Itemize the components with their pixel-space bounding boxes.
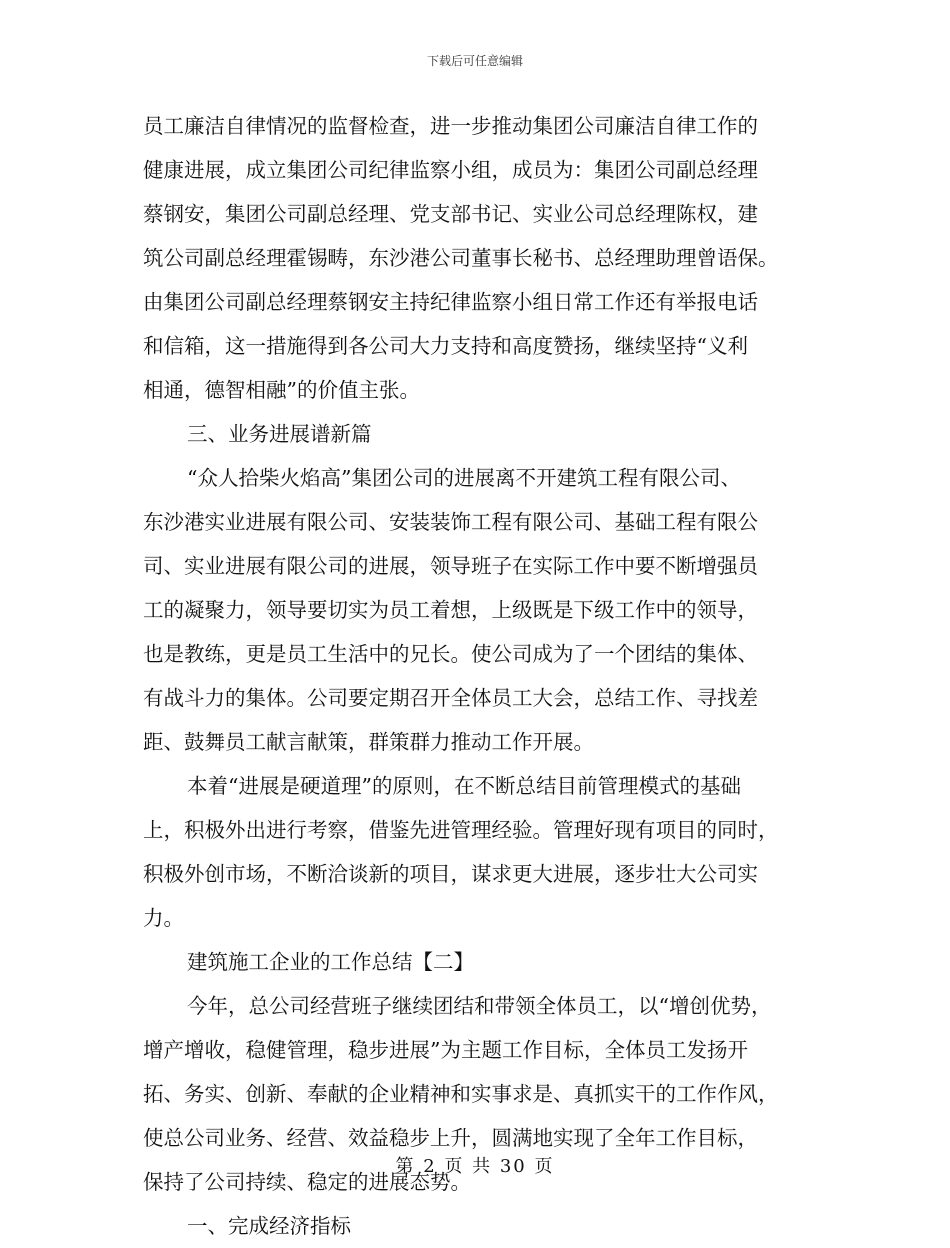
text-line: 建筑施工企业的工作总结【二】 — [187, 950, 474, 974]
text-line: 今年，总公司经营班子继续团结和带领全体员工，以“增创优势， — [187, 994, 772, 1018]
text-line: 三、业务进展谱新篇 — [187, 422, 372, 446]
text-line: 东沙港实业进展有限公司、安装装饰工程有限公司、基础工程有限公 — [143, 510, 758, 534]
text-line: 健康进展，成立集团公司纪律监察小组，成员为：集团公司副总经理 — [143, 158, 758, 182]
text-line: 蔡钢安，集团公司副总经理、党支部书记、实业公司总经理陈权，建 — [143, 202, 758, 226]
text-line: 和信箱，这一措施得到各公司大力支持和高度赞扬，继续坚持“义利 — [143, 334, 748, 358]
text-line: 相通，德智相融”的价值主张。 — [143, 378, 420, 402]
text-line: 使总公司业务、经营、效益稳步上升，圆满地实现了全年工作目标， — [143, 1126, 758, 1150]
text-line: 距、鼓舞员工献言献策，群策群力推动工作开展。 — [143, 730, 594, 754]
text-line: 由集团公司副总经理蔡钢安主持纪律监察小组日常工作还有举报电话 — [143, 290, 758, 314]
document-body — [143, 104, 805, 1248]
text-line: 筑公司副总经理霍锡畴，东沙港公司董事长秘书、总经理助理曾语保。 — [143, 246, 779, 270]
text-line: 拓、务实、创新、奉献的企业精神和实事求是、真抓实干的工作作风， — [143, 1082, 779, 1106]
text-line: 本着“进展是硬道理”的原则，在不断总结目前管理模式的基础 — [187, 774, 741, 798]
text-line: 司、实业进展有限公司的进展，领导班子在实际工作中要不断增强员 — [143, 554, 758, 578]
text-line: 有战斗力的集体。公司要定期召开全体员工大会，总结工作、寻找差 — [143, 686, 758, 710]
text-line: 上，积极外出进行考察，借鉴先进管理经验。管理好现有项目的同时， — [143, 818, 779, 842]
text-line: 工的凝聚力，领导要切实为员工着想，上级既是下级工作中的领导， — [143, 598, 758, 622]
text-line: 积极外创市场，不断洽谈新的项目，谋求更大进展，逐步壮大公司实 — [143, 862, 758, 886]
text-line: 员工廉洁自律情况的监督检查，进一步推动集团公司廉洁自律工作的 — [143, 114, 758, 138]
page-footer: 第 2 页 共 30 页 — [395, 1156, 555, 1177]
text-line: 增产增收，稳健管理，稳步进展”为主题工作目标，全体员工发扬开 — [143, 1038, 748, 1062]
text-line: 一、完成经济指标 — [187, 1214, 351, 1238]
text-line: “众人拾柴火焰高”集团公司的进展离不开建筑工程有限公司、 — [187, 466, 741, 490]
page-header: 下载后可任意编辑 — [426, 54, 523, 68]
text-line: 力。 — [143, 906, 184, 930]
text-line: 也是教练，更是员工生活中的兄长。使公司成为了一个团结的集体、 — [143, 642, 758, 666]
text-line: 保持了公司持续、稳定的进展态势。 — [143, 1170, 471, 1194]
